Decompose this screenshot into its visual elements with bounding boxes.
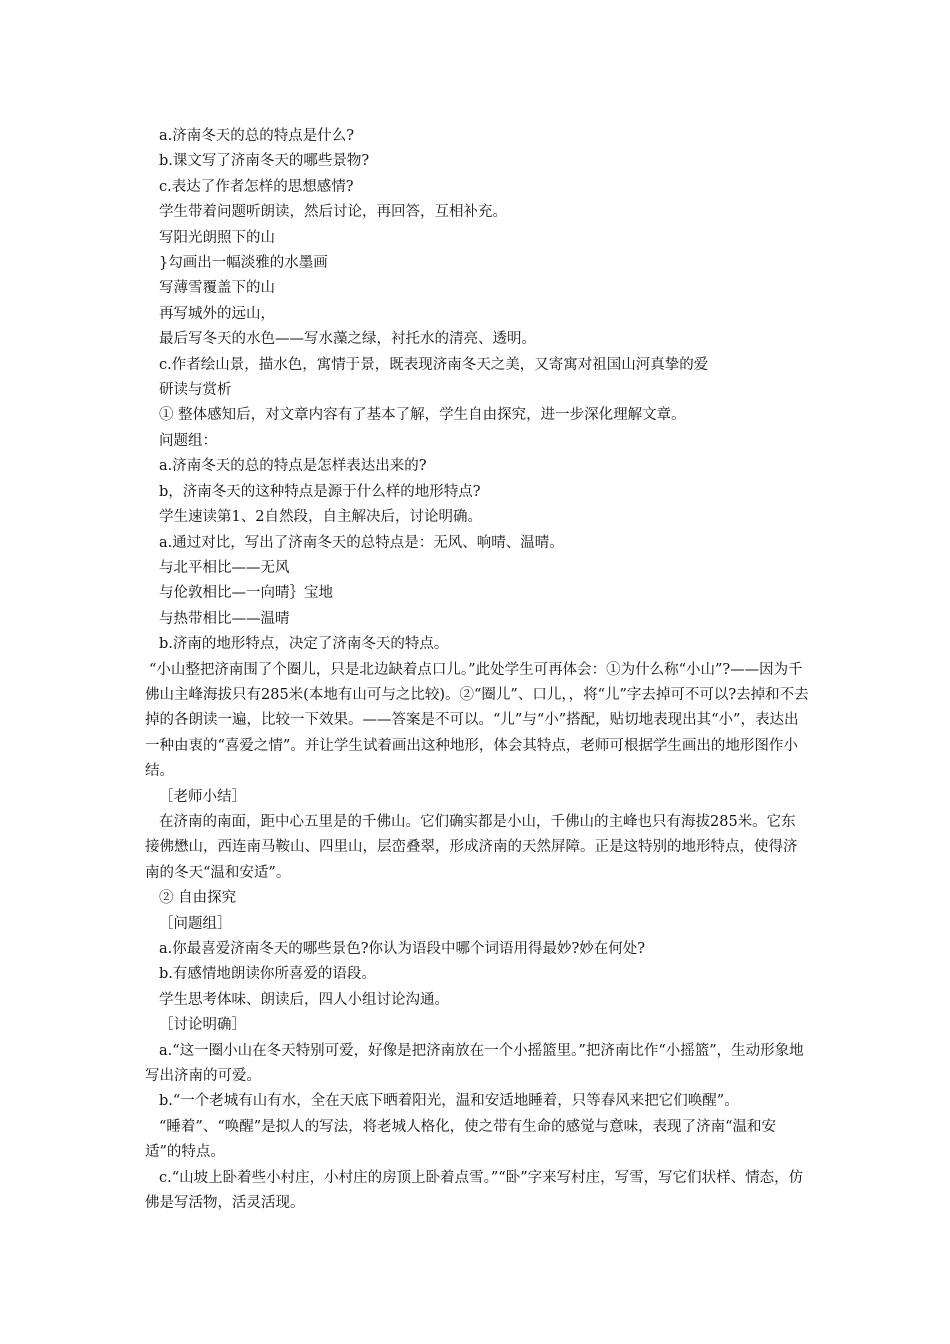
text-line: b，济南冬天的这种特点是源于什么样的地形特点? xyxy=(159,483,481,500)
text-line: 学生带着问题听朗读，然后讨论，再回答，互相补充。 xyxy=(159,204,507,221)
text-line: 写阳光朗照下的山 xyxy=(159,229,275,246)
text-line: 研读与赏析 xyxy=(159,382,232,399)
text-line: 学生思考体味、朗读后，四人小组讨论沟通。 xyxy=(159,991,449,1008)
text-line: “睡着”、“唤醒”是拟人的写法，将老城人格化，使之带有生命的感觉与意味，表现了济南“温和安适”的特点。 xyxy=(145,1118,777,1161)
text-line: 再写城外的远山， xyxy=(159,305,275,322)
text-line: a.济南冬天的总的特点是怎样表达出来的? xyxy=(159,458,427,475)
text-line: 与北平相比——无风 xyxy=(159,559,290,576)
text-line: c.“山坡上卧着些小村庄，小村庄的房顶上卧着点雪。”“卧”字来写村庄，写雪，写它们状样、情态，仿佛是写活物，活灵活现。 xyxy=(145,1169,804,1212)
text-line: b.“一个老城有山有水，全在天底下晒着阳光，温和安适地睡着，只等春风来把它们唤醒”。 xyxy=(159,1093,739,1110)
text-line: “小山整把济南围了个圈儿，只是北边缺着点口儿。”此处学生可再体会：①为什么称“小山”?——因为千佛山主峰海拔只有285米(本地有山可与之比较)。②“圈儿”、口儿，，将“儿”字去掉可不可以?去掉和不去掉的各朗读一遍，比较一下效果。——答案是不可以。“儿”与“小”搭配，贴切地表现出其“小”，表达出一种由衷的“喜爱之情”。并让学生试着画出这种地形，体会其特点，老师可根据学生画出的地形图作小结。 xyxy=(145,661,809,780)
text-line: 问题组： xyxy=(159,432,217,449)
text-line: b.有感情地朗读你所喜爱的语段。 xyxy=(159,966,376,983)
text-line: b.济南的地形特点，决定了济南冬天的特点。 xyxy=(159,636,449,653)
text-line: }勾画出一幅淡雅的水墨画 xyxy=(159,255,328,272)
text-line: a.济南冬天的总的特点是什么? xyxy=(159,128,355,144)
text-line: a.“这一圈小山在冬天特别可爱，好像是把济南放在一个小摇篮里。”把济南比作“小摇篮”，生动形象地写出济南的可爱。 xyxy=(145,1042,804,1085)
text-line: 学生速读第1、2自然段，自主解决后，讨论明确。 xyxy=(159,509,482,526)
document-body xyxy=(145,124,810,1216)
text-line: c.表达了作者怎样的思想感情? xyxy=(159,178,354,195)
text-line: a.你最喜爱济南冬天的哪些景色?你认为语段中哪个词语用得最妙?妙在何处? xyxy=(159,941,646,957)
text-line: ［老师小结］ xyxy=(159,788,246,805)
text-line: ［问题组］ xyxy=(159,915,232,932)
text-line: ② 自由探究 xyxy=(159,890,237,907)
text-line: 与伦敦相比—一向晴｝宝地 xyxy=(159,585,333,602)
text-line: b.课文写了济南冬天的哪些景物? xyxy=(159,153,370,170)
text-line: ① 整体感知后，对文章内容有了基本了解，学生自由探究，进一步深化理解文章。 xyxy=(159,407,686,424)
text-line: 写薄雪覆盖下的山 xyxy=(159,280,275,297)
text-line: ［讨论明确］ xyxy=(159,1017,246,1034)
text-line: a.通过对比，写出了济南冬天的总特点是：无风、响晴、温晴。 xyxy=(159,534,564,551)
text-line: 与热带相比——温晴 xyxy=(159,610,290,627)
text-line: 在济南的南面，距中心五里是的千佛山。它们确实都是小山，千佛山的主峰也只有海拔285米。它东接佛懋山，西连南马鞍山、四里山，层峦叠翠，形成济南的天然屏障。正是这特别的地形特点，使得济南的冬天“温和安适”。 xyxy=(145,813,798,881)
text-line: 最后写冬天的水色——写水藻之绿，衬托水的清亮、透明。 xyxy=(159,331,536,348)
text-line: c.作者绘山景，描水色，寓情于景，既表现济南冬天之美，又寄寓对祖国山河真挚的爱 xyxy=(159,356,709,373)
